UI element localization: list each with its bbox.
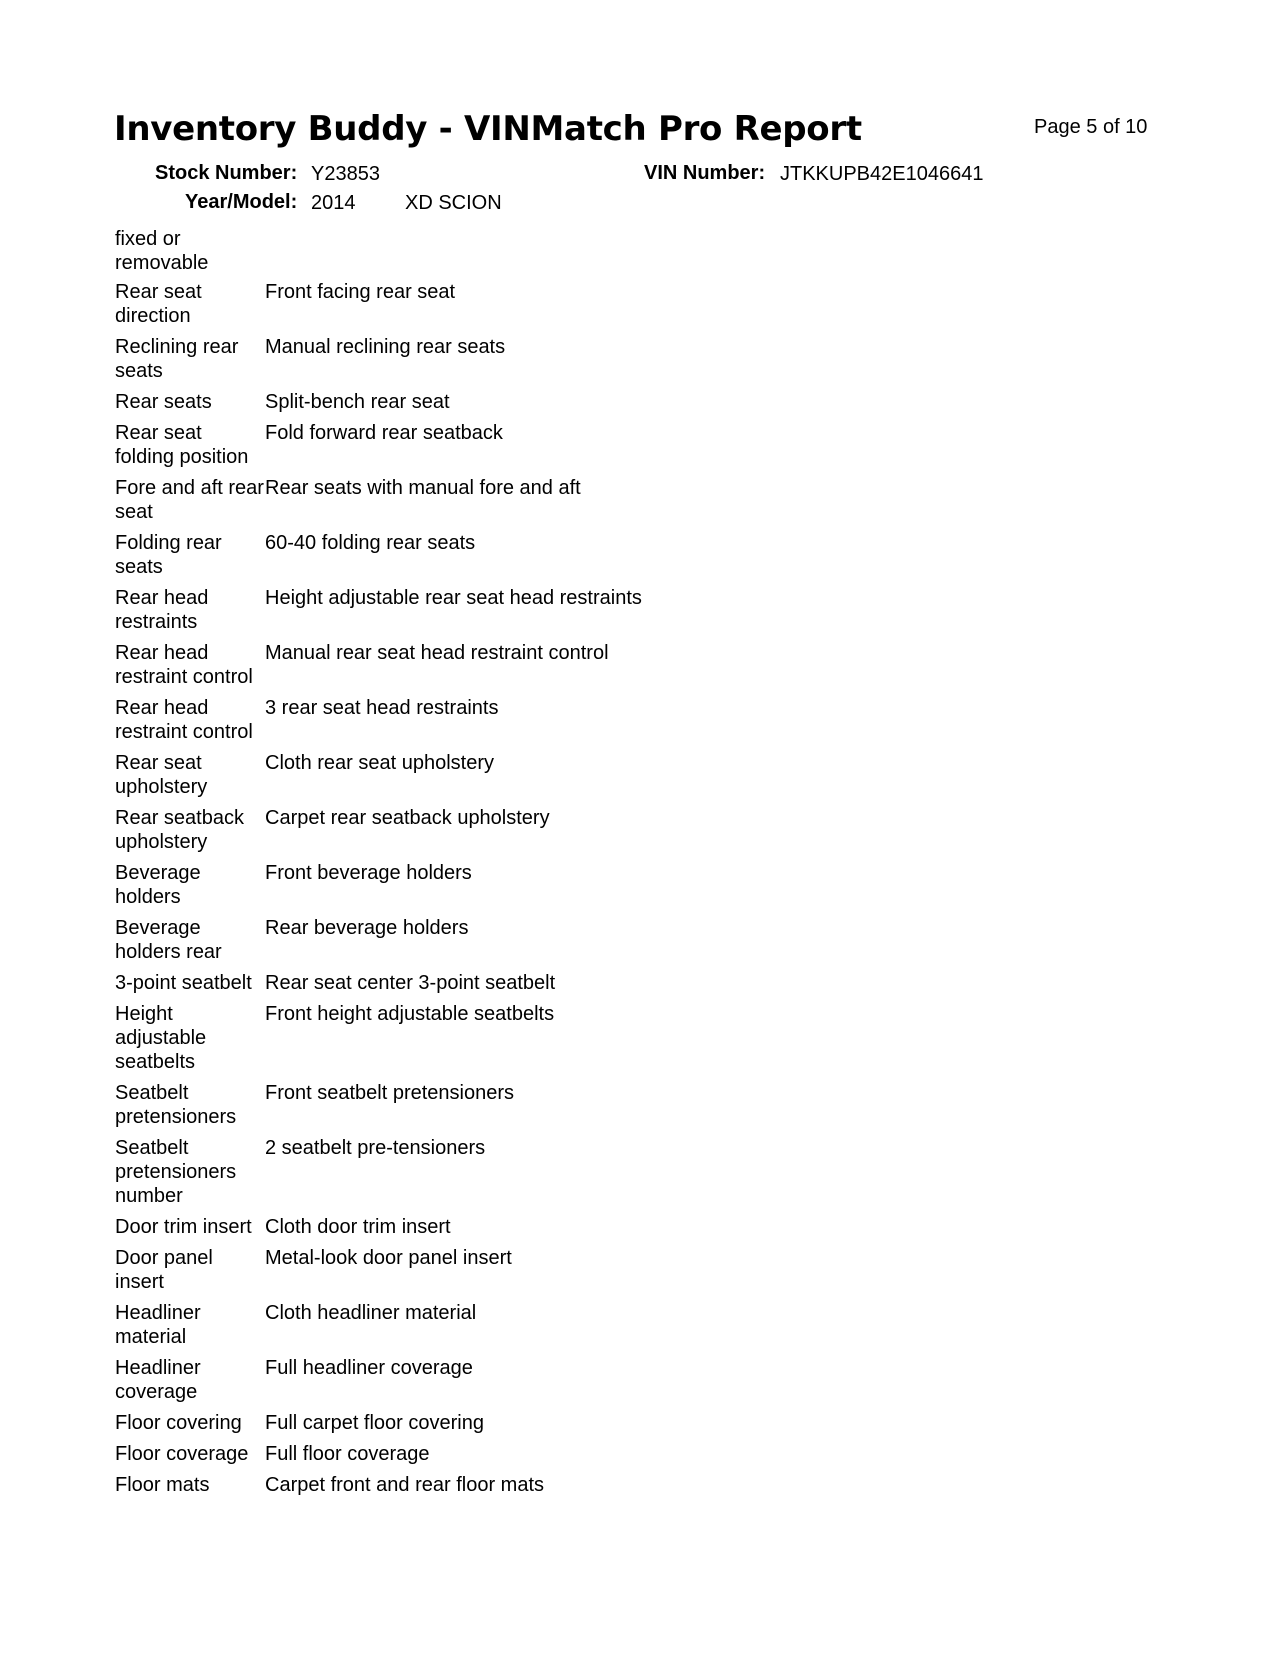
spec-label: Rear head restraints <box>115 587 209 633</box>
spec-label: Height adjustable seatbelts <box>115 1003 207 1073</box>
stock-number-label: Stock Number: <box>155 162 298 184</box>
report-title: Inventory Buddy - VINMatch Pro Report <box>114 109 862 149</box>
spec-label: Beverage holders rear <box>115 917 222 963</box>
spec-label: Beverage holders <box>115 862 201 908</box>
year-value: 2014 <box>311 192 356 214</box>
spec-row <box>115 390 815 414</box>
spec-label: Fore and aft rear seat <box>115 477 264 523</box>
spec-row <box>115 421 815 469</box>
spec-row <box>115 1081 815 1129</box>
spec-value: Full floor coverage <box>265 1443 430 1465</box>
spec-label: Seatbelt pretensioners number <box>115 1137 237 1207</box>
spec-row <box>115 476 815 524</box>
spec-value: Carpet rear seatback upholstery <box>265 807 550 829</box>
spec-row <box>115 641 815 689</box>
spec-row <box>115 1356 815 1404</box>
spec-row <box>115 1301 815 1349</box>
spec-row <box>115 806 815 854</box>
stock-number-value: Y23853 <box>311 163 380 185</box>
spec-row <box>115 531 815 579</box>
vin-number-label: VIN Number: <box>644 162 766 184</box>
spec-value: Split-bench rear seat <box>265 391 450 413</box>
spec-value: Rear beverage holders <box>265 917 469 939</box>
spec-row <box>115 1136 815 1208</box>
spec-value: Manual rear seat head restraint control <box>265 642 609 664</box>
spec-row <box>115 916 815 964</box>
spec-value: Carpet front and rear floor mats <box>265 1474 545 1496</box>
spec-label: Rear seat folding position <box>115 422 249 468</box>
spec-label: Seatbelt pretensioners <box>115 1082 237 1128</box>
spec-label: Rear head restraint control <box>115 697 253 743</box>
spec-value: Metal-look door panel insert <box>265 1247 512 1269</box>
spec-row <box>115 1442 815 1466</box>
spec-value: 2 seatbelt pre-tensioners <box>265 1137 486 1159</box>
spec-row <box>115 1246 815 1294</box>
spec-value: Fold forward rear seatback <box>265 422 503 444</box>
model-value: XD SCION <box>405 192 502 214</box>
spec-list <box>115 227 815 1504</box>
spec-row-continued <box>115 227 815 275</box>
spec-label: Door trim insert <box>115 1216 252 1238</box>
spec-value: 60-40 folding rear seats <box>265 532 476 554</box>
spec-label: Floor covering <box>115 1412 242 1434</box>
spec-label: Floor mats <box>115 1474 210 1496</box>
spec-label: Headliner coverage <box>115 1357 201 1403</box>
spec-value: Rear seat center 3-point seatbelt <box>265 972 556 994</box>
spec-value: Cloth door trim insert <box>265 1216 451 1238</box>
spec-value: Front beverage holders <box>265 862 472 884</box>
spec-row <box>115 1411 815 1435</box>
spec-value: Height adjustable rear seat head restraints <box>265 587 642 609</box>
spec-label: 3-point seatbelt <box>115 972 252 994</box>
spec-value: 3 rear seat head restraints <box>265 697 499 719</box>
spec-row <box>115 1473 815 1497</box>
spec-label: Door panel insert <box>115 1247 213 1293</box>
year-model-label: Year/Model: <box>185 191 298 213</box>
spec-value: Full carpet floor covering <box>265 1412 484 1434</box>
spec-row <box>115 696 815 744</box>
spec-row <box>115 861 815 909</box>
spec-row <box>115 1002 815 1074</box>
spec-value: Rear seats with manual fore and aft <box>265 477 581 499</box>
spec-label: Reclining rear seats <box>115 336 239 382</box>
spec-row <box>115 335 815 383</box>
spec-value: Manual reclining rear seats <box>265 336 506 358</box>
spec-row <box>115 280 815 328</box>
spec-row <box>115 586 815 634</box>
spec-rows <box>115 280 815 1497</box>
spec-value: Full headliner coverage <box>265 1357 473 1379</box>
spec-label: Rear seat direction <box>115 281 202 327</box>
spec-label: Rear seat upholstery <box>115 752 208 798</box>
spec-label: Rear seats <box>115 391 212 413</box>
spec-value: Front height adjustable seatbelts <box>265 1003 555 1025</box>
spec-label: fixed or removable <box>115 228 209 274</box>
spec-label: Rear head restraint control <box>115 642 253 688</box>
spec-value: Front seatbelt pretensioners <box>265 1082 515 1104</box>
spec-label: Floor coverage <box>115 1443 249 1465</box>
spec-label: Headliner material <box>115 1302 201 1348</box>
spec-row <box>115 751 815 799</box>
spec-value <box>265 227 815 275</box>
vin-number-value: JTKKUPB42E1046641 <box>780 163 984 185</box>
spec-row <box>115 1215 815 1239</box>
spec-label: Folding rear seats <box>115 532 222 578</box>
spec-value: Front facing rear seat <box>265 281 456 303</box>
spec-row <box>115 971 815 995</box>
spec-label: Rear seatback upholstery <box>115 807 244 853</box>
spec-value: Cloth rear seat upholstery <box>265 752 495 774</box>
spec-value: Cloth headliner material <box>265 1302 477 1324</box>
page-number: Page 5 of 10 <box>1034 116 1148 138</box>
